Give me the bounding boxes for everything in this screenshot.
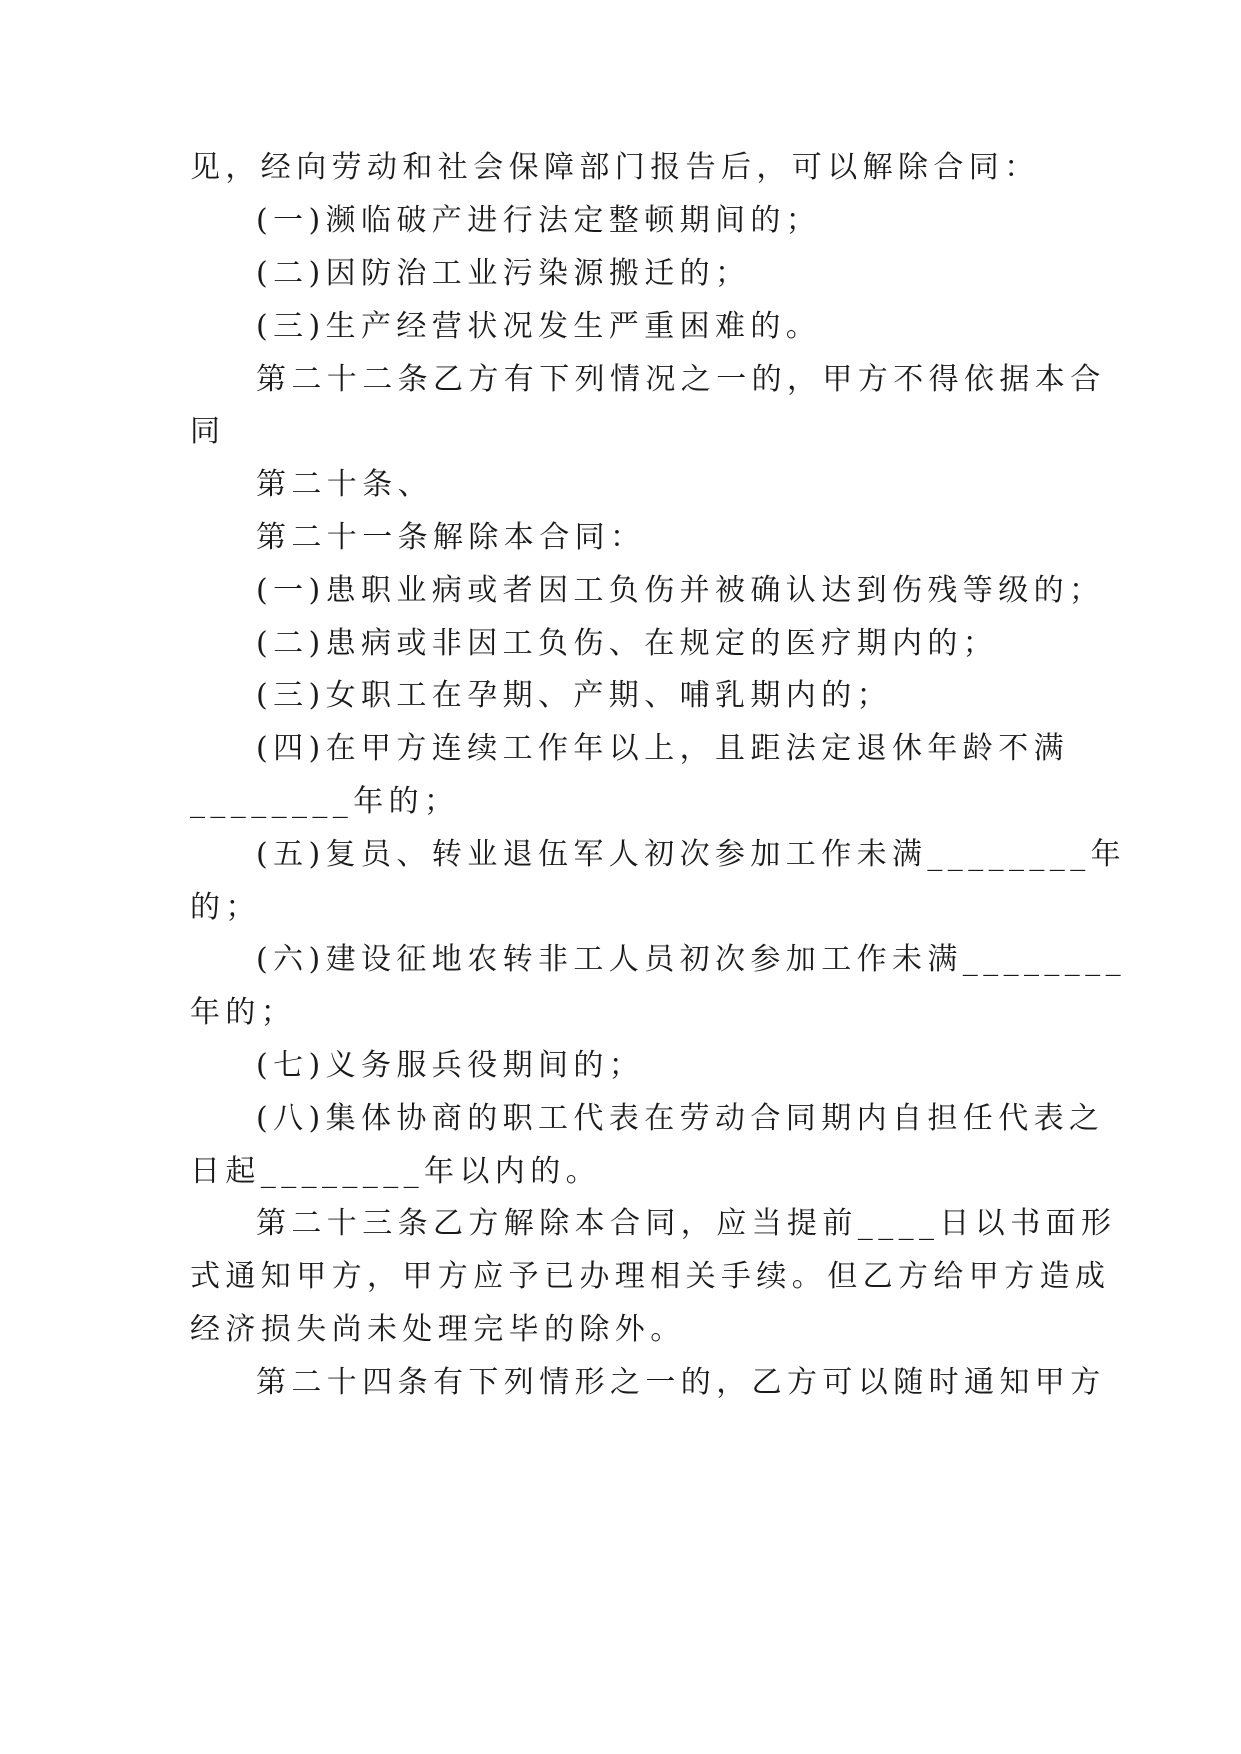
text-line: (一)濒临破产进行法定整顿期间的； — [256, 203, 822, 238]
text-line: (一)患职业病或者因工负伤并被确认达到伤残等级的； — [256, 573, 1105, 608]
text-line: 日起________年以内的。 — [190, 1154, 601, 1189]
text-line: 的； — [190, 890, 261, 925]
text-line: (二)因防治工业污染源搬迁的； — [256, 256, 751, 291]
text-line: 第二十二条乙方有下列情况之一的，甲方不得依据本合 — [256, 362, 1106, 397]
text-line: (六)建设征地农转非工人员初次参加工作未满________ — [256, 942, 1127, 977]
text-line: 年的； — [190, 995, 297, 1030]
text-line: 见，经向劳动和社会保障部门报告后，可以解除合同： — [190, 150, 1040, 185]
text-line: 经济损失尚未处理完毕的除外。 — [190, 1312, 686, 1347]
text-line: (四)在甲方连续工作年以上，且距法定退休年龄不满 — [256, 731, 1070, 766]
text-line: (二)患病或非因工负伤、在规定的医疗期内的； — [256, 626, 999, 661]
text-line: 同 — [190, 414, 226, 449]
text-line: (八)集体协商的职工代表在劳动合同期内自担任代表之 — [256, 1101, 1105, 1136]
text-line: 第二十四条有下列情形之一的，乙方可以随时通知甲方 — [256, 1365, 1106, 1400]
text-line: 第二十三条乙方解除本合同，应当提前____日以书面形 — [256, 1206, 1117, 1241]
text-line: (三)女职工在孕期、产期、哺乳期内的； — [256, 678, 893, 713]
text-line: ________年的； — [190, 784, 460, 819]
text-line: (七)义务服兵役期间的； — [256, 1048, 645, 1083]
text-line: (五)复员、转业退伍军人初次参加工作未满________年 — [256, 837, 1127, 872]
text-line: (三)生产经营状况发生严重困难的。 — [256, 309, 822, 344]
text-line: 第二十条、 — [256, 467, 433, 502]
text-line: 第二十一条解除本合同： — [256, 520, 646, 555]
text-line: 式通知甲方，甲方应予已办理相关手续。但乙方给甲方造成 — [190, 1259, 1111, 1294]
